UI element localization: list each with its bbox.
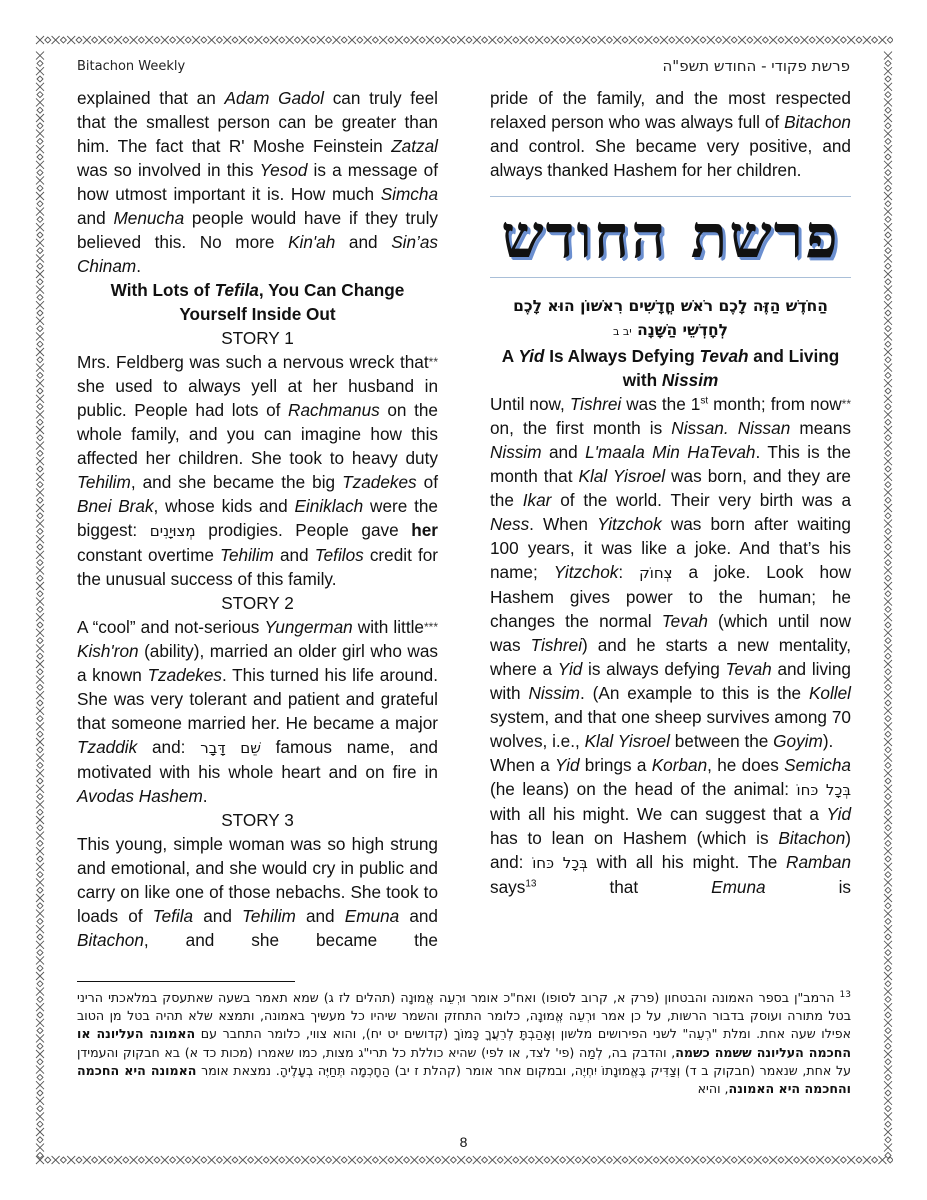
- pasuk-verse: [490, 294, 851, 344]
- article-body: [490, 392, 851, 899]
- text-run: of: [416, 472, 439, 492]
- paragraph: [77, 832, 438, 952]
- intro-paragraph: [490, 86, 851, 182]
- text-run: and: [295, 906, 345, 926]
- text-run: , והדבק בה, לְמַה (פי' לצד, או לפי) שהיא כוללת כל תרי"ג מצות, כמו שאמרו (מכות כד א) בא חבקוק והעמידן על אחת, שנאמר (חבקוק ב ד) וְצַדִּיק בֶּאֱמוּנָתוֹ יִחְיֶה, ובמקום אחר אומר (קהלת ז יב) הַחָכְמָה תְּחַיֶּה בְעָלֶיהָ. נמצאת אומר: [77, 1044, 851, 1078]
- hebrew-term: מְצוּיָנִים: [149, 522, 196, 540]
- text-run: and living with: [490, 659, 851, 703]
- italic-term: Klal Yisroel: [584, 731, 670, 751]
- italic-term: Tefila: [152, 906, 194, 926]
- footnote-13: [77, 989, 851, 1098]
- italic-term: Tevah: [725, 659, 772, 679]
- text-run: and:: [137, 737, 201, 757]
- italic-term: Einiklach: [294, 496, 364, 516]
- text-run: הרמב"ן בספר האמונה והבטחון (פרק א, קרוב לסופו) ואח"כ אומר וּרְעֵה אֱמוּנָה (תהלים לז ג) שמא תאמר בשעה שאתעסק במלאכתי הריני בטל מתורה ועוסק בדבור הרשות, על כן אמר וּרְעֵה אֱמוּנָה, כלומר התחזק והשמר שיהיו כל מעשיך באמונה, ותמצא שלא תהיה בטל מן הטוב אפילו שעה אחת. ומלת "רְעֵה" לשני הפירושים מלשון וְאָהַבְתָּ לְרֵעֲךָ כָּמוֹךָ (קדושים יט יח), והוא צווי, כלומר התחבר עם: [77, 990, 851, 1042]
- italic-term: Menucha: [113, 208, 185, 228]
- paragraph: [77, 350, 438, 591]
- text-run: prodigies. People gave: [195, 520, 412, 540]
- italic-term: Sin’as Chinam: [77, 232, 438, 276]
- italic-term: Tehilim: [220, 545, 274, 565]
- text-run: STORY 1: [221, 328, 294, 348]
- italic-term: Klal Yisroel: [578, 466, 666, 486]
- text-run: credit for the unusual success of this family.: [77, 545, 438, 589]
- italic-term: Tehilim: [77, 472, 131, 492]
- italic-term: Bitachon: [77, 930, 144, 950]
- superscript: 13: [525, 878, 537, 890]
- italic-term: Tishrei: [569, 394, 622, 414]
- italic-term: Yungerman: [264, 617, 353, 637]
- text-run: This young, simple woman was so high strung and emotional, and she would cry in public and carry on like one of those nebachs. She took to loads of: [77, 834, 438, 926]
- text-run: famous name, and motivated with his whole heart and on fire in: [77, 737, 438, 782]
- text-run: ) and:: [490, 828, 851, 872]
- text-run: האמונה העליונה או החכמה העליונה ששמה כשמה: [77, 1026, 852, 1060]
- text-run: was the 1: [621, 394, 701, 414]
- verse-text: הַחֹדֶשׁ הַזֶּה לָכֶם רֹאשׁ חֳדָשִׁים רִאשׁוֹן הוּא לָכֶם לְחָדְשֵׁי הַשָּׁנָה: [513, 297, 828, 339]
- italic-term: L'maala Min HaTevah: [585, 442, 756, 462]
- italic-term: Nissim: [528, 683, 580, 703]
- text-run: was so involved in this: [77, 160, 260, 180]
- text-run: and: [273, 545, 315, 565]
- italic-term: Ikar: [522, 490, 552, 510]
- italic-term: Tishrei: [530, 635, 583, 655]
- text-run: that: [536, 877, 712, 897]
- text-run: between the: [669, 731, 774, 751]
- text-run: , You Can Change Yourself Inside Out: [179, 280, 405, 324]
- text-run: STORY 3: [221, 810, 294, 830]
- italic-term: Rachmanus: [288, 400, 380, 420]
- italic-term: Tzadekes: [147, 665, 222, 685]
- italic-term: Tefilos: [314, 545, 364, 565]
- italic-term: Yid: [518, 346, 545, 366]
- footnote-number: 13: [839, 989, 851, 1000]
- section-title-block: [490, 196, 851, 278]
- text-run: were the biggest:: [77, 496, 438, 540]
- section-end-marker: ***: [423, 620, 438, 634]
- story-label: [77, 591, 438, 615]
- text-run: means: [790, 418, 851, 438]
- text-run: (which until now was: [490, 611, 851, 655]
- article-heading: [77, 278, 438, 326]
- text-run: brings a: [579, 755, 652, 775]
- article-heading: [490, 344, 851, 392]
- text-run: with all his might. The: [587, 852, 787, 872]
- text-run: and: [77, 208, 114, 228]
- text-run: is a message of how utmost important it is. How much: [77, 160, 438, 204]
- text-run: .: [202, 786, 208, 806]
- text-run: and control. She became very positive, and always thanked Hashem for her children.: [490, 136, 851, 180]
- italic-term: Tzadekes: [342, 472, 417, 492]
- paragraph: [77, 615, 438, 808]
- text-run: and: [193, 906, 243, 926]
- text-run: (ability), married an older girl who was a known: [77, 641, 438, 685]
- italic-term: Yid: [557, 659, 583, 679]
- italic-term: Bitachon: [784, 112, 851, 132]
- text-run: A: [501, 346, 519, 366]
- paragraph: [490, 392, 851, 753]
- text-run: has to lean on Hashem (which is: [490, 828, 779, 848]
- italic-term: Yitzchok: [597, 514, 662, 534]
- story-label: [77, 326, 438, 350]
- italic-term: Tefila: [214, 280, 259, 300]
- text-run: with all his might. We can suggest that a: [490, 804, 827, 824]
- section-title: פרשת החודש: [501, 202, 840, 272]
- text-run: האמונה היא החכמה והחכמה היא האמונה: [77, 1062, 851, 1097]
- text-run: is always defying: [582, 659, 726, 679]
- publication-name: Bitachon Weekly: [77, 58, 186, 74]
- text-run: with little: [352, 617, 424, 637]
- hebrew-term: בְּכָל כּחוֹ: [532, 854, 588, 872]
- italic-term: Tevah: [661, 611, 708, 631]
- paragraph: [77, 86, 438, 278]
- text-run: ) and he starts a new mentality, where a: [490, 635, 852, 679]
- italic-term: Yid: [826, 804, 851, 824]
- italic-term: Semicha: [784, 755, 851, 775]
- story-label: [77, 808, 438, 832]
- italic-term: Zatzal: [391, 136, 438, 156]
- text-run: ).: [822, 731, 834, 751]
- text-run: . This is the month that: [490, 442, 851, 486]
- text-run: Is Always Defying: [544, 346, 700, 366]
- text-run: and: [541, 442, 586, 462]
- italic-term: Kollel: [808, 683, 851, 703]
- italic-term: Bnei Brak: [77, 496, 154, 516]
- text-run: . (An example to this is the: [580, 683, 809, 703]
- text-run: (he leans) on the head of the animal:: [490, 779, 797, 799]
- italic-term: Emuna: [711, 877, 766, 897]
- text-run: and Living with: [622, 346, 840, 390]
- left-column: [77, 86, 438, 952]
- text-run: Until now,: [490, 394, 570, 414]
- right-column: [490, 86, 851, 899]
- italic-term: Kish'ron: [77, 641, 139, 661]
- text-run: , he does: [707, 755, 785, 775]
- italic-term: Tevah: [699, 346, 749, 366]
- italic-term: Korban: [651, 755, 708, 775]
- text-run: says: [490, 877, 526, 897]
- italic-term: Kin'ah: [288, 232, 336, 252]
- hebrew-term: צְחוֹק: [639, 564, 673, 582]
- text-run: A “cool” and not-serious: [77, 617, 265, 637]
- italic-term: Ness: [490, 514, 530, 534]
- text-run: was born, and they are the: [490, 466, 851, 510]
- text-run: constant overtime: [77, 545, 221, 565]
- text-run: is: [765, 877, 851, 897]
- text-run: , and she became the big: [130, 472, 343, 492]
- text-run: , והיא: [697, 1081, 729, 1097]
- text-run: of the world. Their very birth was a: [551, 490, 852, 510]
- italic-term: Tehilim: [242, 906, 296, 926]
- title-rule-top: [490, 196, 851, 197]
- text-run: With Lots of: [110, 280, 215, 300]
- text-run: a joke. Look how Hashem gives power to the human; he changes the normal: [490, 562, 851, 631]
- page-number: 8: [459, 1134, 468, 1150]
- verse-reference: יב ב: [612, 325, 632, 338]
- italic-term: Goyim: [773, 731, 823, 751]
- italic-term: Yesod: [259, 160, 308, 180]
- text-run: pride of the family, and the most respected relaxed person who was always full of: [490, 88, 851, 132]
- text-run: . When: [529, 514, 598, 534]
- text-run: , whose kids and: [153, 496, 295, 516]
- parsha-title-header: פרשת פקודי - החודש תשפ"ה: [662, 57, 850, 75]
- italic-term: Ramban: [786, 852, 852, 872]
- text-run: :: [618, 562, 640, 582]
- italic-term: Adam Gadol: [224, 88, 324, 108]
- text-run: on the whole family, and you can imagine how this affected her children. She took to heavy duty: [77, 400, 438, 468]
- text-run: and: [399, 906, 438, 926]
- italic-term: Yitzchok: [553, 562, 619, 582]
- text-run: month; from now on, the first month is: [490, 394, 842, 438]
- italic-term: Tzaddik: [77, 737, 138, 757]
- text-run: system, and that one sheep survives among 70 wolves, i.e.,: [490, 707, 851, 751]
- section-end-marker: **: [841, 397, 851, 411]
- section-end-marker: **: [428, 355, 438, 369]
- hebrew-term: שֵׁם דָּבָר: [200, 739, 261, 757]
- italic-term: Yid: [555, 755, 580, 775]
- running-header: [77, 56, 850, 76]
- italic-term: Simcha: [380, 184, 438, 204]
- superscript: st: [700, 395, 709, 407]
- text-run: explained that an: [77, 88, 225, 108]
- italic-term: Nissim: [661, 370, 719, 390]
- hebrew-term: בְּכָל כּחוֹ: [796, 781, 851, 799]
- text-run: can truly feel that the smallest person can be greater than him. The fact that R' Moshe Feinstein: [77, 88, 439, 156]
- italic-term: Nissan. Nissan: [671, 418, 791, 438]
- text-run: Mrs. Feldberg was such a nervous wreck that she used to always yell at her husband in public. People had lots of: [77, 352, 438, 420]
- text-run: . This turned his life around. She was very tolerant and patient and grateful that someone married her. He became a major: [77, 665, 438, 733]
- italic-term: Avodas Hashem: [77, 786, 203, 806]
- italic-term: Emuna: [344, 906, 400, 926]
- italic-term: Nissim: [490, 442, 542, 462]
- text-run: and: [335, 232, 392, 252]
- italic-term: Bitachon: [778, 828, 846, 848]
- text-run: When a: [490, 755, 555, 775]
- text-run: people would have if they truly believed this. No more: [77, 208, 439, 252]
- text-run: STORY 2: [221, 593, 294, 613]
- title-rule-bottom: [490, 277, 851, 278]
- text-run: her: [411, 520, 438, 540]
- text-run: , and she became the: [143, 930, 438, 950]
- paragraph: [490, 753, 851, 899]
- text-run: .: [136, 256, 142, 276]
- footnote-separator: [77, 981, 295, 982]
- text-run: was born after waiting 100 years, it was like a joke. And that’s his name;: [490, 514, 851, 582]
